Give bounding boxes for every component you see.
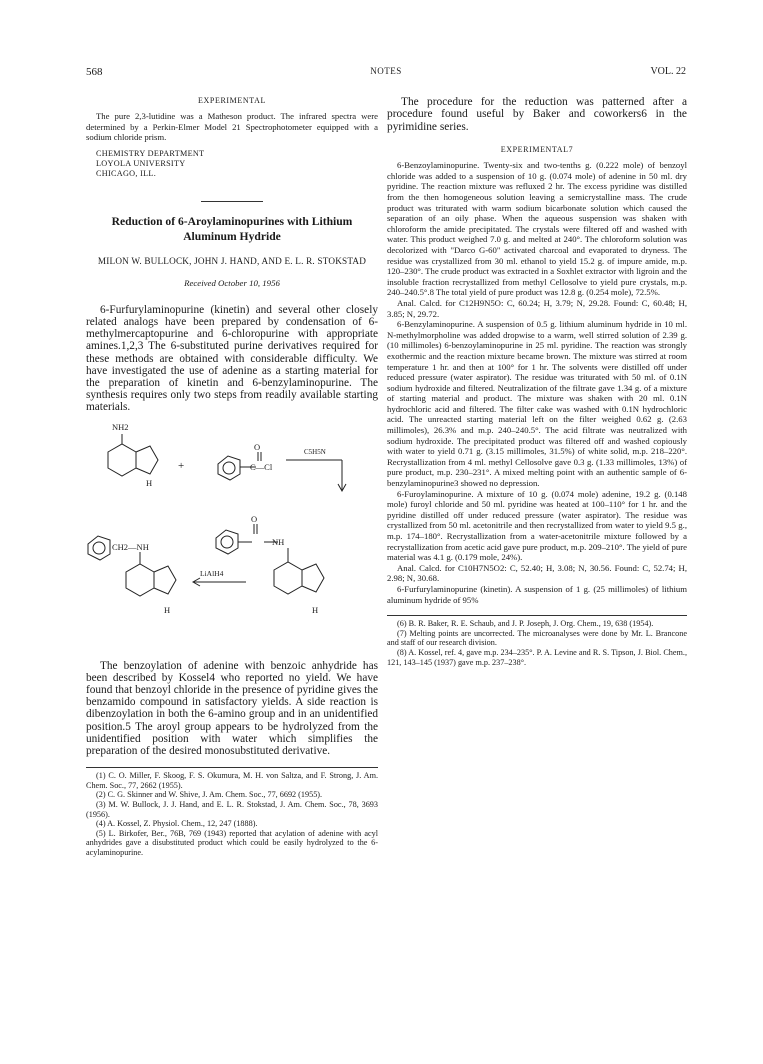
affiliation-line: CHICAGO, ILL. xyxy=(96,168,157,178)
left-column xyxy=(86,96,378,858)
volume-label: VOL. 22 xyxy=(650,66,686,77)
running-header xyxy=(86,66,686,80)
procedure-paragraph: 6-Furoylaminopurine. A mixture of 10 g. (0.074 mole) adenine, 19.2 g. (0.148 mole) furoyl chloride and 50 ml. pyridine was heated at 100–110° for 1 hr. and the pyridine distilled off under reduced pressure (water aspirator). The residue was crystallized from 50 ml. acetonitrile and then recrystallized from water to yield 9.5 g., m.p. 174–180°. Recrystallization from a water-acetonitrile mixture followed by a recrystallization from acetic acid gave pure product, m.p. 209–210°. The yield of pure material was 4.1 g. (0.179 mole, 24%). xyxy=(387,488,687,563)
carbonyl-o-label: O xyxy=(254,441,261,452)
analysis-paragraph: Anal. Calcd. for C10H7N5O2: C, 52.40; H, 3.08; N, 30.56. Found: C, 52.74; H, 2.98; N, 30.68. xyxy=(387,562,687,584)
footnote: (8) A. Kossel, ref. 4, gave m.p. 234–235°. P. A. Levine and R. S. Tipson, J. Biol. Chem., 121, 143–145 (1937) gave m.p. 237–238°. xyxy=(387,647,687,667)
page-number: 568 xyxy=(86,66,103,78)
amide-nh-label: NH xyxy=(272,536,285,547)
footnotes-right xyxy=(387,619,687,667)
footnote: (5) L. Birkofer, Ber., 76B, 769 (1943) reported that acylation of adenine with acyl anhydrides gave a disubstituted product which could be easily hydrolyzed to the 6-acylaminopurine. xyxy=(86,828,378,857)
affiliation-line: LOYOLA UNIVERSITY xyxy=(96,158,186,168)
footnote: (3) M. W. Bullock, J. J. Hand, and E. L. R. Stokstad, J. Am. Chem. Soc., 78, 3693 (1956). xyxy=(86,800,378,819)
section-name: NOTES xyxy=(370,66,402,76)
pyridine-label: C5H5N xyxy=(304,447,326,456)
experimental-text: The pure 2,3-lutidine was a Matheson product. The infrared spectra were determined by a Perkin-Elmer Model 21 Spectrophotometer equipped with a sodium chloride prism. xyxy=(86,111,378,143)
purine-imidazole-ring xyxy=(154,566,176,594)
imidazole-h-label: H xyxy=(164,604,171,615)
footnotes-left xyxy=(86,771,378,857)
purine-pyrimidine-ring xyxy=(274,562,302,594)
footnote: (6) B. R. Baker, R. E. Schaub, and J. P. Joseph, J. Org. Chem., 19, 638 (1954). xyxy=(397,619,654,629)
affiliation-line: CHEMISTRY DEPARTMENT xyxy=(96,148,205,158)
benzene-ring xyxy=(216,530,238,554)
benzoylation-paragraph: The benzoylation of adenine with benzoic anhydride has been described by Kossel4 who reported no yield. We have found that benzoyl chloride in the presence of pyridine gives the benzamido compound in satisfactory yields. A side reaction is dibenzoylation in both the 6-amino group and in an unidentified position.5 The aroyl group appears to be hydrolyzed from the unidentified position with water which simplifies the preparation of the desired monosubstituted derivative. xyxy=(86,659,378,758)
nh2-label: NH2 xyxy=(112,421,129,432)
purine-pyrimidine-ring xyxy=(126,564,154,596)
experimental-note xyxy=(86,111,378,143)
imidazole-h-label: H xyxy=(312,604,319,615)
plus-sign: + xyxy=(178,459,185,472)
experimental-heading: EXPERIMENTAL xyxy=(198,96,266,105)
procedure-paragraph: 6-Benzoylaminopurine. Twenty-six and two-tenths g. (0.222 mole) of benzoyl chloride was added to a suspension of 10 g. (0.074 mole) of adenine in 50 ml. dry pyridine. The reaction mixture was refluxed 2 hr. The excess pyridine was distilled from the then homogeneous solution leaving a semicrystalline mass. The crude product was triturated with warm sodium bicarbonate solution which caused the separation of an oily phase. When the aqueous suspension was shaken with chloroform the amide precipitated. The crystals were filtered off and washed with water. This product weighed 7.0 g. and melted at 240°. The chloroform solution was decolorized with "Darco G-60" activated charcoal and evaporated to dryness. The residue was crystallized from 30 ml. ethanol to yield 15.2 g. of impure amide, m.p. 120–230°. The crude product was extracted in a Soxhlet extractor with ligroin and the insoluble fraction recrystallized from methyl Cellosolve to yield pure crystals, m.p. 240–240.5°.8 The total yield of pure product was 12.8 g. (0.254 mole), 72.5%. xyxy=(387,160,687,298)
footnote: (2) C. G. Skinner and W. Shive, J. Am. Chem. Soc., 77, 6692 (1955). xyxy=(96,790,323,800)
reaction-scheme-drawing xyxy=(86,422,378,660)
acid-chloride-label: C—Cl xyxy=(250,461,273,472)
lialh4-label: LiAlH4 xyxy=(200,568,224,578)
purine-imidazole-ring xyxy=(302,564,324,592)
footnote: (4) A. Kossel, Z. Physiol. Chem., 12, 247 (1888). xyxy=(96,819,258,829)
footnote: (1) C. O. Miller, F. Skoog, F. S. Okumura, M. H. von Saltza, and F. Strong, J. Am. Chem. Soc., 77, 2662 (1955). xyxy=(86,771,378,790)
right-column xyxy=(387,96,687,667)
article-authors: MILON W. BULLOCK, JOHN J. HAND, AND E. L. R. STOKSTAD xyxy=(97,255,367,266)
intro-paragraph: 6-Furfurylaminopurine (kinetin) and several other closely related analogs have been prepared by condensation of 6-methylmercaptopurine and 6-chloropurine with appropriate amines.1,2,3 The 6-substituted purine derivatives required for these methods are obtained with considerable difficulty. We have investigated the use of adenine as a starting material for the preparation of kinetin and 6-benzylaminopurine. The synthesis requires only two steps from readily available starting materials. xyxy=(86,303,378,414)
benzene-ring xyxy=(218,456,240,480)
carbonyl-o-label: O xyxy=(251,513,258,524)
received-date: Received October 10, 1956 xyxy=(184,277,280,288)
article-title: Reduction of 6-Aroylaminopurines with Lithium Aluminum Hydride xyxy=(111,214,353,243)
section-divider xyxy=(201,201,263,202)
benzene-ring xyxy=(88,536,110,560)
affiliation xyxy=(96,149,378,179)
adenine-pyrimidine-ring xyxy=(108,444,136,476)
reaction-scheme xyxy=(86,422,378,660)
procedure-paragraph: 6-Furfurylaminopurine (kinetin). A suspension of 1 g. (25 millimoles) of lithium aluminum hydride of 95% xyxy=(387,583,687,605)
footnote-rule xyxy=(86,767,378,768)
experimental-heading: EXPERIMENTAL7 xyxy=(500,145,574,155)
procedure-intro: The procedure for the reduction was patterned after a procedure found useful by Baker and coworkers6 in the pyrimidine series. xyxy=(387,96,687,133)
footnote: (7) Melting points are uncorrected. The microanalyses were done by Mr. L. Brancone and staff of our research division. xyxy=(387,628,687,648)
analysis-paragraph: Anal. Calcd. for C12H9N5O: C, 60.24; H, 3.79; N, 29.28. Found: C, 60.48; H, 3.85; N, 29.72. xyxy=(387,297,687,319)
adenine-imidazole-ring xyxy=(136,446,158,474)
procedure-paragraph: 6-Benzylaminopurine. A suspension of 0.5 g. lithium aluminum hydride in 10 ml. N-methylmorpholine was added dropwise to a warm, well stirred solution of 2.39 g. (10 millimoles) 6-benzoylaminopurine in 25 ml. pyridine. The reaction was strongly exothermic and the reaction mixture became brown. The mixture was stirred at room temperature 1 hr. and then at 100° for 1 hr. The solvents were distilled off under reduced pressure (water aspirator). The residue was triturated with 50 ml. of 0.1N sodium hydroxide and filtered. Neutralization of the filtrate gave 1.34 g. of a mixture of starting material and product. The mixture was shaken with 20 ml. 0.1N hydrochloric acid and filtered. The filter cake was washed with 0.1N hydrochloric acid. The unreacted starting material left on the filter weighed 0.62 g. (2.63 millimoles), 26.3% and m.p. 240–240.5°. The acid filtrate was neutralized with sodium hydroxide. The precipitated product was filtered off and washed copiously with water to yield 0.71 g. (3.15 millimoles, 31.5%) of white solid, m.p. 218–220°. Recrystallization from 4 ml. methyl Cellosolve gave 0.3 g. (1.33 millimoles, 13%) of pure product, m.p. 230–231°. A mixed melting point with an authentic sample of 6-benzylaminopurine3 showed no depression. xyxy=(387,319,687,489)
footnote-rule xyxy=(387,615,687,616)
imidazole-h-label: H xyxy=(146,477,153,488)
experimental-body xyxy=(387,160,687,605)
benzylamino-label: CH2—NH xyxy=(112,541,149,552)
